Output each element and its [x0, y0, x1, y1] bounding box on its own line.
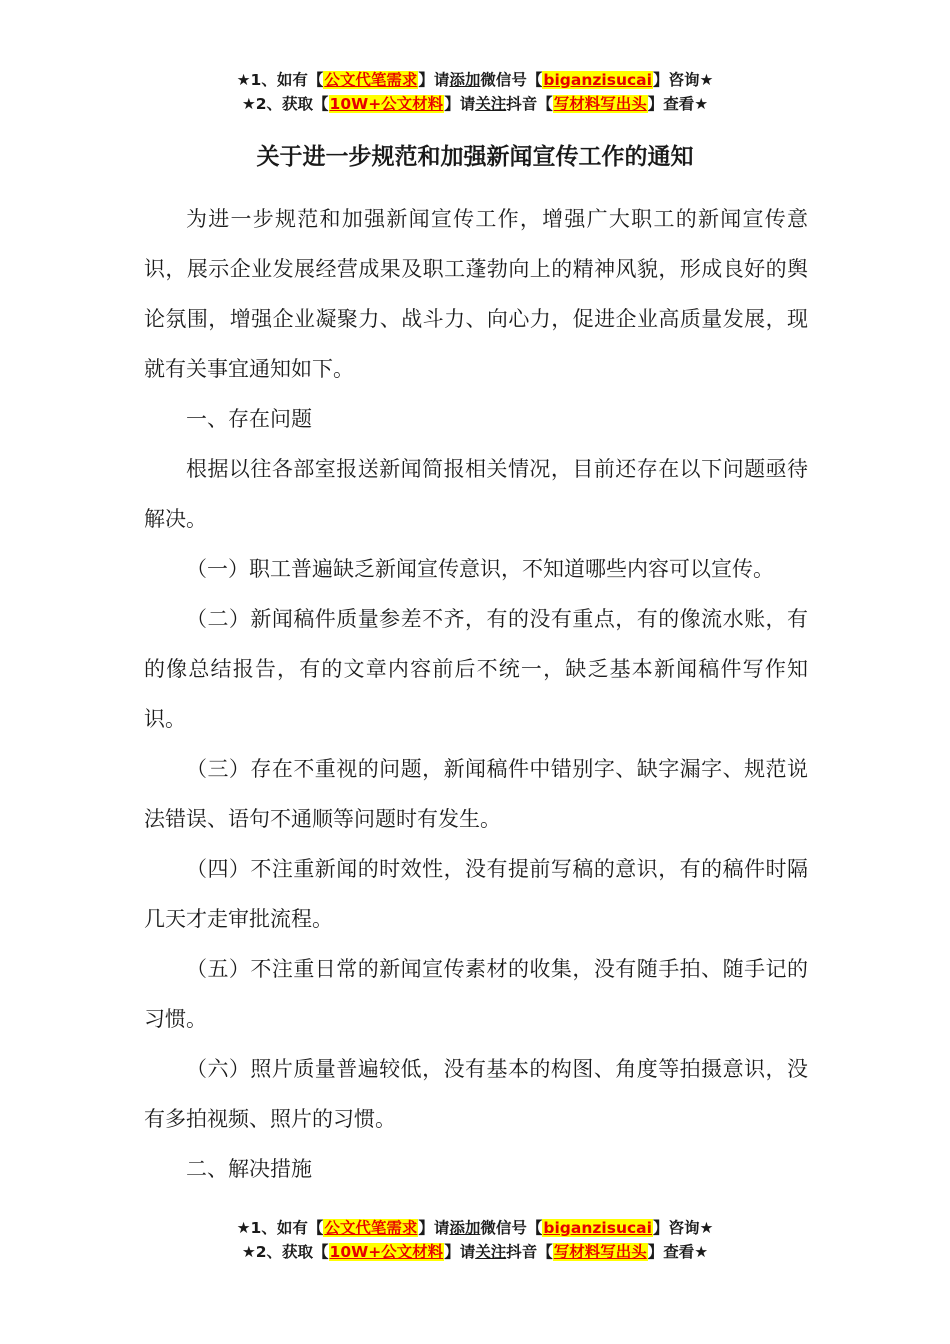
problem-item-2: （二）新闻稿件质量参差不齐，有的没有重点，有的像流水账，有的像总结报告，有的文章内容前后不统一，缺乏基本新闻稿件写作知识。 [144, 607, 808, 731]
section-heading-solutions: 二、解决措施 [186, 1157, 312, 1181]
problem-item-3: （三）存在不重视的问题，新闻稿件中错别字、缺字漏字、规范说法错误、语句不通顺等问题时有发生。 [144, 757, 808, 831]
promo-wechat-id: biganzisucai [543, 71, 652, 89]
document-body [144, 194, 808, 1194]
document-title: 关于进一步规范和加强新闻宣传工作的通知 [256, 144, 694, 170]
problem-item-6: （六）照片质量普遍较低，没有基本的构图、角度等拍摄意识，没有多拍视频、照片的习惯。 [144, 1057, 808, 1131]
promo-line-1: ★1、如有【公文代笔需求】请添加微信号【biganzisucai】咨询★ [236, 1219, 714, 1237]
promo-highlight: 公文代笔需求 [324, 1219, 418, 1237]
problem-item-4: （四）不注重新闻的时效性，没有提前写稿的意识，有的稿件时隔几天才走审批流程。 [144, 857, 808, 931]
problem-item-5: （五）不注重日常的新闻宣传素材的收集，没有随手拍、随手记的习惯。 [144, 957, 808, 1031]
problem-item-1: （一）职工普遍缺乏新闻宣传意识，不知道哪些内容可以宣传。 [186, 557, 774, 581]
promo-highlight: 10W+公文材料 [329, 1243, 444, 1261]
paragraph-problems-intro: 根据以往各部室报送新闻简报相关情况，目前还存在以下问题亟待解决。 [144, 457, 808, 531]
promo-line-1: ★1、如有【公文代笔需求】请添加微信号【biganzisucai】咨询★ [236, 71, 714, 89]
promo-highlight: 10W+公文材料 [329, 95, 444, 113]
promo-highlight: 公文代笔需求 [324, 71, 418, 89]
promo-banner-top [0, 68, 950, 116]
promo-douyin-id: 写材料写出头 [553, 1243, 647, 1261]
promo-douyin-id: 写材料写出头 [553, 95, 647, 113]
section-heading-problems: 一、存在问题 [186, 407, 312, 431]
promo-line-2: ★2、获取【10W+公文材料】请关注抖音【写材料写出头】查看★ [241, 95, 709, 113]
promo-banner-bottom [0, 1216, 950, 1264]
paragraph-intro: 为进一步规范和加强新闻宣传工作，增强广大职工的新闻宣传意识，展示企业发展经营成果及职工蓬勃向上的精神风貌，形成良好的舆论氛围，增强企业凝聚力、战斗力、向心力，促进企业高质量发展，现就有关事宜通知如下。 [144, 207, 808, 381]
promo-line-2: ★2、获取【10W+公文材料】请关注抖音【写材料写出头】查看★ [241, 1243, 709, 1261]
promo-wechat-id: biganzisucai [543, 1219, 652, 1237]
